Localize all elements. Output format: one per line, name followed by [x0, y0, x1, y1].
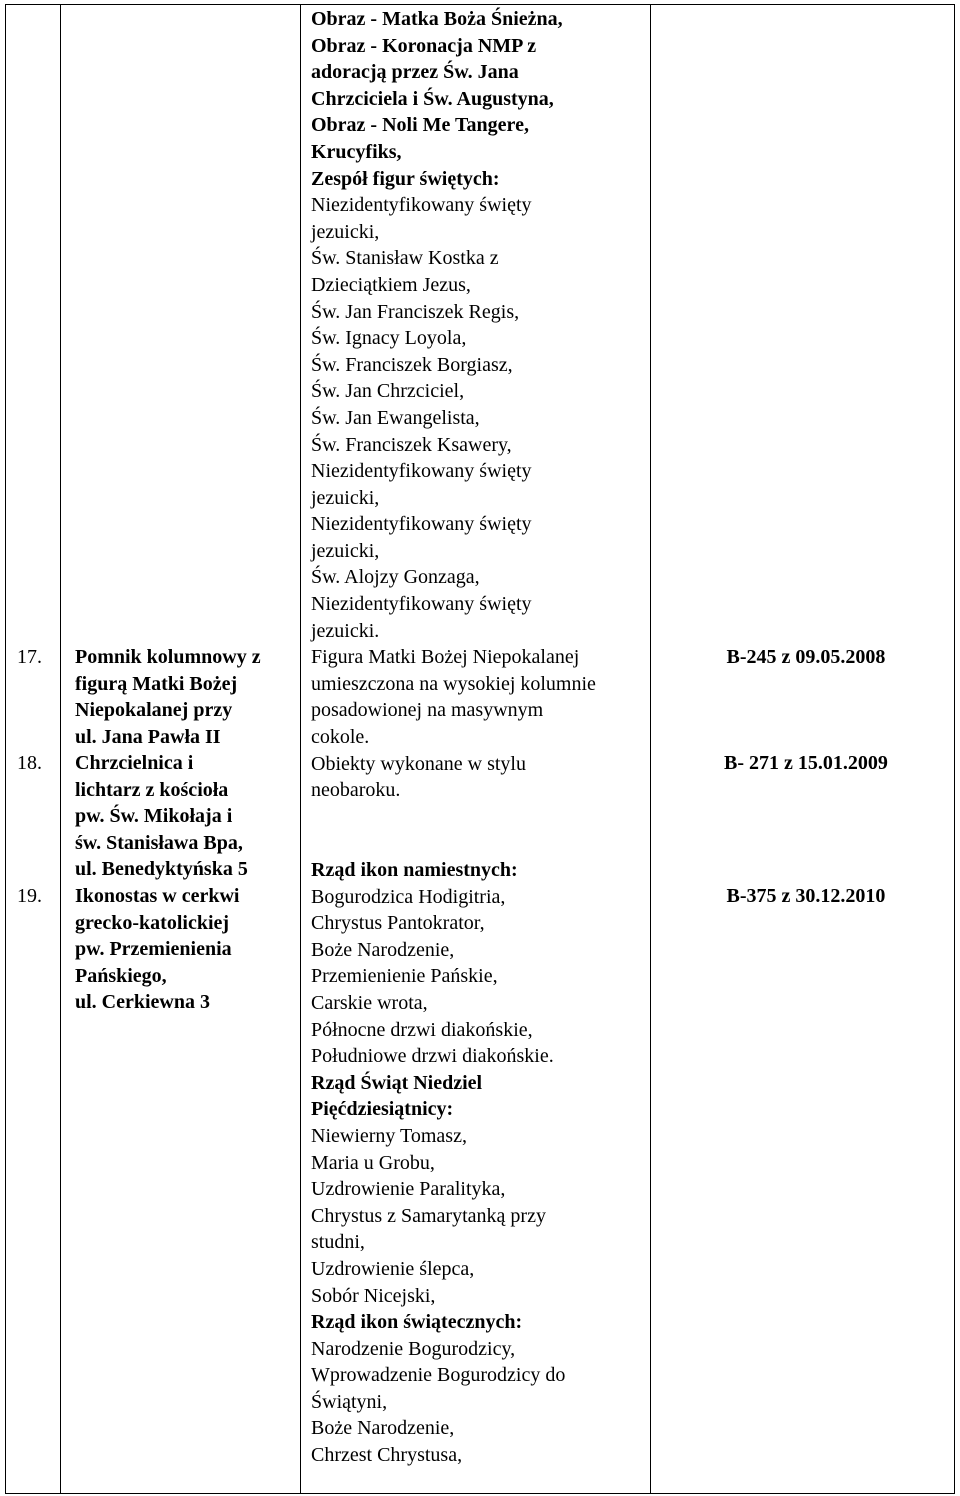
description-line: Rząd Świąt Niedziel [311, 1071, 483, 1094]
description-line: Obraz - Koronacja NMP z [311, 34, 537, 57]
description-line: jezuicki, [311, 220, 380, 243]
row-number: 18. [17, 752, 42, 774]
description-line: Św. Franciszek Borgiasz, [311, 353, 513, 376]
description-line: Św. Franciszek Ksawery, [311, 433, 512, 456]
description-line: Sobór Nicejski, [311, 1284, 436, 1307]
name-line: ul. Benedyktyńska 5 [75, 858, 248, 881]
description-line: Chrzest Chrystusa, [311, 1444, 463, 1467]
name-line: ul. Cerkiewna 3 [75, 991, 210, 1014]
registry-number: B-375 z 30.12.2010 [726, 885, 886, 907]
table-border-bottom [5, 1493, 955, 1494]
description-line: Obraz - Matka Boża Śnieżna, [311, 8, 563, 30]
name-line: ul. Jana Pawła II [75, 725, 221, 748]
name-line: Pomnik kolumnowy z [75, 646, 261, 668]
registry-number: B- 271 z 15.01.2009 [724, 752, 888, 774]
row-number: 17. [17, 646, 42, 668]
description-line: studni, [311, 1231, 365, 1254]
description-line: Północne drzwi diakońskie, [311, 1018, 533, 1041]
description-line: umieszczona na wysokiej kolumnie [311, 672, 596, 695]
name-line: Pańskiego, [75, 964, 167, 987]
description-line: Św. Stanisław Kostka z [311, 247, 499, 270]
description-line: Zespół figur świętych: [311, 167, 500, 190]
name-line: pw. Przemienienia [75, 938, 232, 961]
name-line: lichtarz z kościoła [75, 778, 229, 801]
description-line: Bogurodzica Hodigitria, [311, 885, 506, 908]
description-line: Św. Jan Ewangelista, [311, 406, 480, 429]
name-line: św. Stanisława Bpa, [75, 831, 243, 854]
description-line: Niewierny Tomasz, [311, 1124, 467, 1147]
description-line: Rząd ikon namiestnych: [311, 859, 518, 881]
monument-name [75, 750, 295, 883]
monument-name [75, 883, 295, 1016]
description-line: Południowe drzwi diakońskie. [311, 1045, 554, 1068]
description-line [311, 830, 641, 857]
description-line: Rząd ikon świątecznych: [311, 1311, 523, 1334]
description-line: Narodzenie Bogurodzicy, [311, 1337, 516, 1360]
description-line: jezuicki, [311, 539, 380, 562]
description-line: Dzieciątkiem Jezus, [311, 273, 471, 296]
description-line: Św. Alojzy Gonzaga, [311, 566, 480, 589]
description-column [311, 6, 641, 1469]
table-border-top [5, 4, 955, 5]
name-line: pw. Św. Mikołaja i [75, 805, 233, 828]
description-line: cokole. [311, 726, 370, 749]
description-line: Chrystus Pantokrator, [311, 912, 485, 935]
row-number: 19. [17, 885, 42, 907]
description-line: jezuicki. [311, 619, 380, 642]
description-line: Św. Ignacy Loyola, [311, 327, 467, 350]
name-line: grecko-katolickiej [75, 911, 230, 934]
description-line: Krucyfiks, [311, 140, 402, 163]
description-line: Boże Narodzenie, [311, 1417, 455, 1440]
registry-number: B-245 z 09.05.2008 [726, 646, 886, 668]
column-divider [300, 4, 301, 1494]
description-line: Przemienienie Pańskie, [311, 965, 498, 988]
description-line: Św. Jan Franciszek Regis, [311, 300, 520, 323]
name-line: Chrzcielnica i [75, 752, 194, 774]
description-line: posadowionej na masywnym [311, 699, 544, 722]
description-line: adoracją przez Św. Jana [311, 61, 519, 84]
description-line: Niezidentyfikowany święty [311, 460, 532, 483]
description-line: Maria u Grobu, [311, 1151, 435, 1174]
description-line: Obraz - Noli Me Tangere, [311, 114, 529, 137]
description-line: Niezidentyfikowany święty [311, 194, 532, 217]
description-line: Niezidentyfikowany święty [311, 513, 532, 536]
description-line: Wprowadzenie Bogurodzicy do [311, 1364, 566, 1387]
description-line: neobaroku. [311, 779, 401, 802]
monument-name [75, 644, 295, 750]
description-line: Uzdrowienie ślepca, [311, 1257, 475, 1280]
name-line: figurą Matki Bożej [75, 672, 238, 695]
description-line: Boże Narodzenie, [311, 938, 455, 961]
description-line: Obiekty wykonane w stylu [311, 752, 526, 775]
description-line [311, 804, 641, 831]
description-line: Uzdrowienie Paralityka, [311, 1178, 506, 1201]
description-line: Carskie wrota, [311, 991, 428, 1014]
table-border-right [954, 4, 955, 1494]
description-line: Św. Jan Chrzciciel, [311, 380, 465, 403]
table-border-left [5, 4, 6, 1494]
description-line: Chrystus z Samarytanką przy [311, 1204, 546, 1227]
column-divider [60, 4, 61, 1494]
description-line: Świątyni, [311, 1390, 388, 1413]
name-line: Ikonostas w cerkwi [75, 885, 240, 907]
description-line: Niezidentyfikowany święty [311, 593, 532, 616]
monument-registry-table [5, 4, 955, 1494]
description-line: Pięćdziesiątnicy: [311, 1098, 454, 1121]
name-line: Niepokalanej przy [75, 699, 233, 722]
description-line: Chrzciciela i Św. Augustyna, [311, 87, 554, 110]
column-divider [650, 4, 651, 1494]
description-line: jezuicki, [311, 486, 380, 509]
description-line: Figura Matki Bożej Niepokalanej [311, 646, 580, 669]
